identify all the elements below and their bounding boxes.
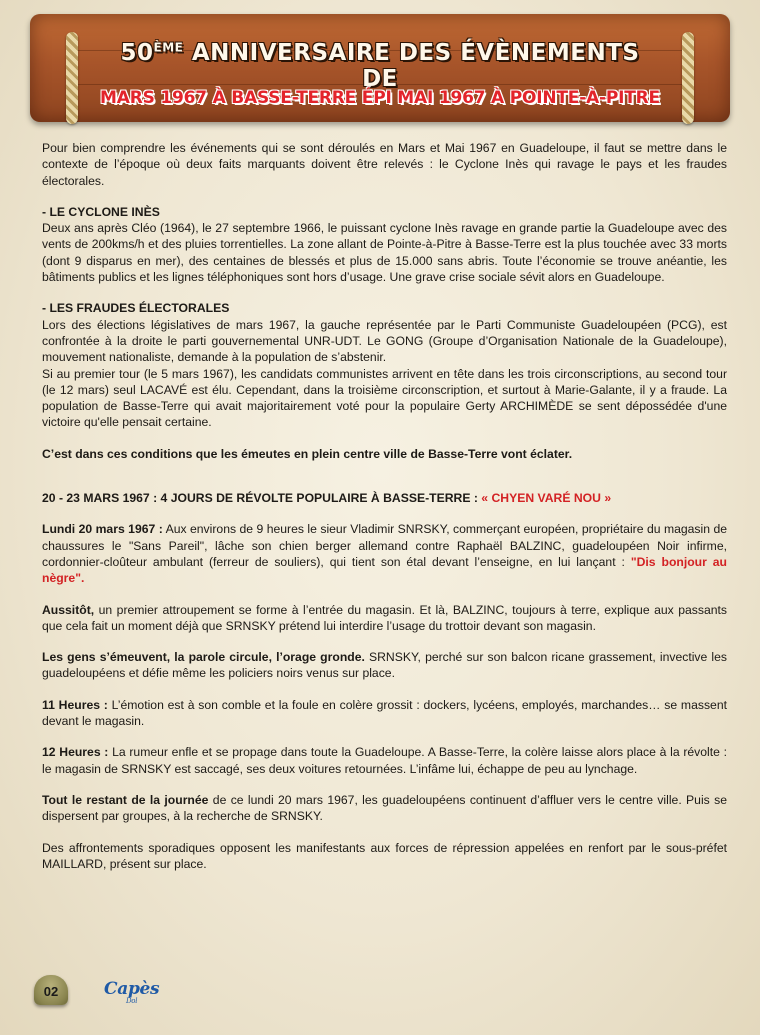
page-number: 02 [43, 984, 59, 999]
paragraph-11h: 11 Heures : L’émotion est à son comble et la foule en colère grossit : dockers, lycéens, employés, marchandes… se massent devant le magasin. [42, 697, 727, 729]
rope-decoration-left [66, 32, 78, 124]
page-number-badge [34, 975, 68, 1005]
banner-title: 50ÈME ANNIVERSAIRE DES ÉVÈNEMENTS DE [120, 40, 640, 92]
insult-quote: "Dis bonjour au nègre". [42, 554, 727, 586]
paragraph-12h: 12 Heures : La rumeur enfle et se propage dans toute la Guadeloupe. A Basse-Terre, la colère laisse alors place à la révolte : le magasin de SRNSKY est saccagé, ses deux voitures retournées. L’infâme lui, échappe de peu au lynchage. [42, 745, 728, 776]
fraudes-paragraph-1: Lors des élections législatives de mars 1967, la gauche représentée par le Parti Communiste Guadeloupéen (PCG), est confrontée à la droite le parti gouvernemental UNR-UDT. Le GONG (Groupe d’Organisation Nationale de la Guadeloupe), mouvement nationaliste, demande à la population de s’abstenir. [42, 317, 727, 365]
banner-subtitle: MARS 1967 À BASSE-TERRE ÉPI MAI 1967 À POINTE-À-PITRE [100, 88, 660, 108]
intro-paragraph: Pour bien comprendre les événements qui se sont déroulés en Mars et Mai 1967 en Guadeloupe, il faut se mettre dans le contexte de l’époque où deux faits marquants doivent être relevés : le Cyclone Inès qui ravage le pays et les fraudes électorales. [42, 141, 727, 188]
cyclone-heading: - LE CYCLONE INÈS [42, 204, 160, 219]
article-body [42, 140, 727, 872]
fraudes-heading: - LES FRAUDES ÉLECTORALES [42, 301, 230, 316]
rope-decoration-right [682, 32, 694, 124]
capes-logo: Capès Dol [104, 979, 160, 1005]
paragraph-gens: Les gens s’émeuvent, la parole circule, l’orage gronde. SRNSKY, perché sur son balcon ricane grassement, invective les guadeloupéens et défie même les policiers noirs venus sur place. [42, 650, 727, 681]
conclusion-paragraph: C’est dans ces conditions que les émeutes en plein centre ville de Basse-Terre vont éclater. [42, 446, 573, 461]
revolt-heading: 20 - 23 MARS 1967 : 4 JOURS DE RÉVOLTE POPULAIRE À BASSE-TERRE : « CHYEN VARÉ NOU » [42, 491, 612, 506]
paragraph-affrontements: Des affrontements sporadiques opposent les manifestants aux forces de répression appelées en renfort par le sous-préfet MAILLARD, présent sur place. [42, 840, 727, 871]
paragraph-aussitot: Aussitôt, un premier attroupement se forme à l’entrée du magasin. Et là, BALZINC, toujours à terre, explique aux passants que cela fait un moment déjà que SRNSKY prétend lui interdire l’usage du trottoir devant son magasin. [42, 602, 727, 633]
paragraph-journee: Tout le restant de la journée de ce lundi 20 mars 1967, les guadeloupéens continuent d’affluer vers le centre ville. Puis se dispersent par groupes, à la recherche de SRNSKY. [42, 792, 727, 824]
title-banner [30, 14, 730, 122]
cyclone-paragraph: Deux ans après Cléo (1964), le 27 septembre 1966, le puissant cyclone Inès ravage en grande partie la Guadeloupe avec des vents de 200kms/h et des pluies torrentielles. La zone allant de Pointe-à-Pitre à Basse-Terre est la plus touchée avec 33 morts (dont 9 disparus en mer), des centaines de blessés et plus de 15.000 sans abris. Toute l’économie se trouve anéantie, les bâtiments publics et les lignes téléphoniques sont hors d’usage. Une grave crise sociale sévit alors en Guadeloupe. [42, 221, 727, 285]
paragraph-lundi: Lundi 20 mars 1967 : Aux environs de 9 heures le sieur Vladimir SNRSKY, commerçant européen, propriétaire du magasin de chaussures le "Sans Pareil", lâche son chien berger allemand contre Raphaël BALZINC, guadeloupéen Noir infirme, cordonnier-cloûteur ambulant (ferreur de souliers), qui tient son étal devant l’enseigne, en lui lançant : "Dis bonjour au nègre". [42, 522, 728, 586]
fraudes-paragraph-2: Si au premier tour (le 5 mars 1967), les candidats communistes arrivent en tête dans les trois circonscriptions, au second tour (le 12 mars) seul LACAVÉ est élu. Cependant, dans la troisième circonscription, et surtout à Marie-Galante, il y a fraude. La population de Basse-Terre qui avait majoritairement voté pour la populaire Gerty ARCHIMÈDE se sent dépossédée d'une victoire qu'elle pensait certaine. [42, 366, 727, 430]
revolt-quote: « CHYEN VARÉ NOU » [481, 491, 612, 506]
